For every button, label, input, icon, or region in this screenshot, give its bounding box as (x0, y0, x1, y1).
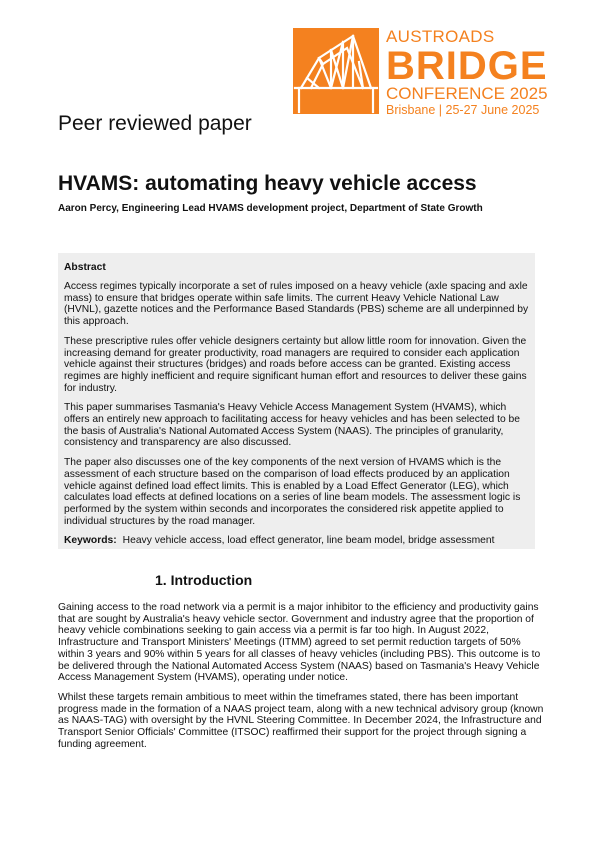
introduction-paragraph: Gaining access to the road network via a permit is a major inhibitor to the efficiency and productivity gains that are sought by Australia's heavy vehicle sector. Government and industry agree that the proportion of heavy vehicle combinations seeking to gain access via a permit is far too high. In August 2022, Infrastructure and Transport Ministers' Meetings (ITMM) agreed to set permit reduction targets of 50% within 3 years and 90% within 5 years for all classes of heavy vehicles (including PBS). This outcome is to be delivered through the National Automated Access System (NAAS) based on Tasmania's Heavy Vehicle Access Management System (HVAMS), operating under notice. (58, 602, 541, 684)
conference-logo (293, 27, 548, 117)
abstract-paragraph: Access regimes typically incorporate a set of rules imposed on a heavy vehicle (axle spacing and axle mass) to ensure that bridges operate within safe limits. The current Heavy Vehicle National Law (HVNL), gazette notices and the Performance Based Standards (PBS) scheme are all underpinned by this approach. (64, 281, 529, 328)
introduction-paragraph: Whilst these targets remain ambitious to meet within the timeframes stated, there has been important progress made in the formation of a NAAS project team, along with a new technical advisory group (known as NAAS-TAG) with oversight by the HVNL Steering Committee. In December 2024, the Infrastructure and Transport Senior Officials' Committee (ITSOC) reaffirmed their support for the project through signing a funding agreement. (58, 691, 544, 750)
abstract-box (58, 253, 535, 549)
logo-line-location-date: Brisbane | 25-27 June 2025 (386, 103, 540, 117)
logo-wordmark (386, 27, 548, 117)
logo-line-bridge: BRIDGE (386, 44, 548, 88)
abstract-heading: Abstract (64, 262, 106, 273)
paper-title: HVAMS: automating heavy vehicle access (58, 172, 477, 195)
bridge-logo-icon (293, 28, 379, 114)
introduction-heading: 1. Introduction (155, 572, 253, 588)
keywords-label: Keywords: (64, 535, 117, 547)
author-line: Aaron Percy, Engineering Lead HVAMS development project, Department of State Growth (58, 203, 483, 214)
logo-line-austroads: AUSTROADS (386, 27, 495, 46)
abstract-paragraph: The paper also discusses one of the key components of the next version of HVAMS which is the assessment of each structure based on the comparison of load effects produced by an application vehicle against defined load effect limits. This is enabled by a Load Effect Generator (LEG), which calculates load effects at defined locations on a series of line beam models. The assessment logic is performed by the system within seconds and incorporates the considered risk appetite applied to individual structures by the road manager. (64, 457, 521, 527)
peer-reviewed-label: Peer reviewed paper (58, 112, 252, 135)
abstract-paragraph: These prescriptive rules offer vehicle designers certainty but allow little room for innovation. Given the increasing demand for greater productivity, road managers are required to consider each application vehicle against their structures (bridges) and roads before access can be granted. Existing access regimes are highly inefficient and require significant human effort and resources to deliver these gains for industry. (64, 335, 527, 394)
abstract-paragraph: This paper summarises Tasmania's Heavy Vehicle Access Management System (HVAMS), which offers an entirely new approach to facilitating access for heavy vehicles and has been selected to be the basis of Australia's National Automated Access System (NAAS). The principles of granularity, consistency and transparency are also discussed. (64, 402, 521, 449)
keywords-list: Heavy vehicle access, load effect generator, line beam model, bridge assessment (122, 535, 495, 547)
logo-line-conference: CONFERENCE 2025 (386, 84, 548, 103)
keywords-line (64, 535, 529, 547)
introduction-body (58, 602, 544, 758)
